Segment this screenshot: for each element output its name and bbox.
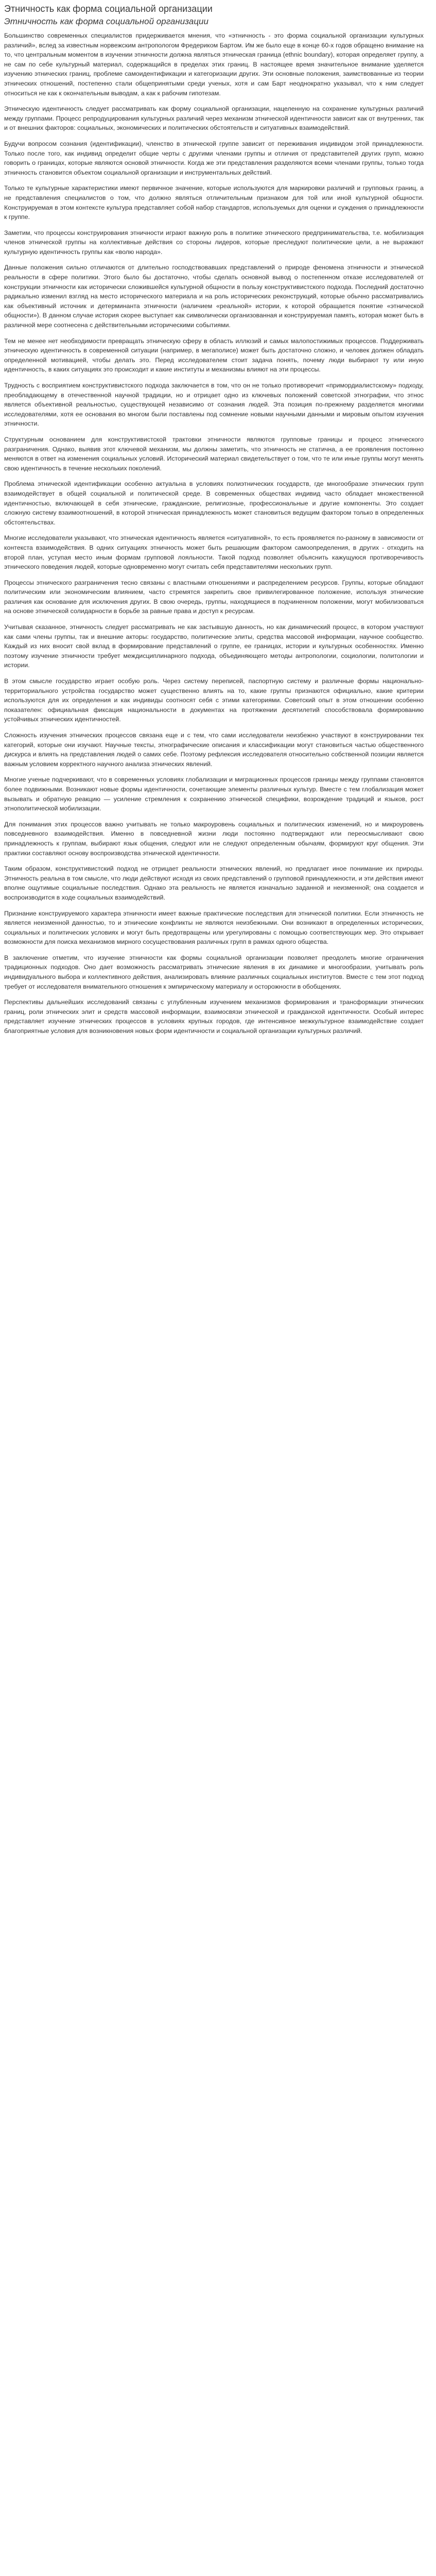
article-paragraph: Будучи вопросом сознания (идентификации), членство в этнической группе зависит от переживания индивидом этой принадлежности. Только после того, как индивид определит общие черты с другими членами группы и отличия от представителей других групп, можно говорить о границах, которые являются основой этничности. Когда же эти представления разделяются всеми членами группы, только тогда этничность становится объектом социальной организации и инструментальных действий. — [4, 140, 424, 176]
page-title: Этничность как форма социальной организации — [4, 4, 213, 14]
article-body — [4, 31, 424, 1036]
article-paragraph: Проблема этнической идентификации особенно актуальна в условиях полиэтнических государств, где многообразие этнических групп взаимодействует в общей социальной и политической среде. В современных обществах индивид часто обладает множественной идентичностью, включающей в себя этнические, гражданские, религиозные, профессиональные и другие компоненты. Это создает сложную систему взаимоотношений, в которой этническая принадлежность может становиться ведущим фактором только в определенных обстоятельствах. — [4, 480, 424, 526]
article-paragraph: Многие ученые подчеркивают, что в современных условиях глобализации и миграционных процессов границы между группами становятся более подвижными. Возникают новые формы идентичности, сочетающие элементы различных культур. Вместе с тем глобализация может вызывать и обратную реакцию — усиление стремления к сохранению этнической специфики, возрождение традиций и языков, рост этнополитической мобилизации. — [4, 776, 424, 812]
article-subtitle: Этничность как форма социальной организации — [4, 16, 208, 26]
article-paragraph: Заметим, что процессы конструирования этничности играют важную роль в политике этнического предпринимательства, т.е. мобилизация членов этнической группы на коллективные действия со стороны лидеров, которые преследуют политические цели, а не выражают культурную идентичность группы как «волю народа». — [4, 229, 424, 256]
article-paragraph: Учитывая сказанное, этничность следует рассматривать не как застывшую данность, но как динамический процесс, в котором участвуют как сами члены группы, так и внешние акторы: государство, политические элиты, средства массовой информации, научное сообщество. Каждый из них вносит свой вклад в формирование представлений о группе, ее границах, истории и культурных особенностях. Именно поэтому изучение этничности требует междисциплинарного подхода, объединяющего методы антропологии, социологии, политологии и истории. — [4, 623, 424, 669]
article-paragraph: Тем не менее нет необходимости превращать этническую сферу в область иллюзий и самых малопостижимых процессов. Поддерживать этническую идентичность в современной ситуации (например, в мегаполисе) может быть достаточно сложно, и человек должен обладать определенной мотивацией, чтобы делать это. Перед исследователем стоит задача понять, почему люди выбирают ту или иную идентичность, в каких ситуациях это происходит и какие институты и механизмы влияют на эти процессы. — [4, 337, 424, 374]
article-paragraph: Для понимания этих процессов важно учитывать не только макроуровень социальных и политических изменений, но и микроуровень повседневного взаимодействия. Именно в повседневной жизни люди постоянно подтверждают или переосмысливают свою принадлежность к группам, выбирают язык общения, следуют или не следуют определенным обычаям, формируют круг общения. Эти практики составляют основу воспроизводства этнической идентичности. — [4, 820, 424, 857]
article-paragraph: В этом смысле государство играет особую роль. Через систему переписей, паспортную систему и различные формы национально-территориального устройства государство может существенно влиять на то, какие группы признаются официально, какие критерии используются для их определения и как индивиды соотносят себя с этими категориями. Советский опыт в этом отношении особенно показателен: официальная фиксация национальности в документах на протяжении десятилетий способствовала формированию устойчивых этнических идентичностей. — [4, 677, 424, 723]
article-paragraph: Трудность с восприятием конструктивистского подхода заключается в том, что он не только противоречит «примордиалистскому» подходу, преобладающему в отечественной научной традиции, но и отрицает одно из ключевых положений советской этнографии, что этнос является объективной реальностью, существующей независимо от сознания людей. Эта позиция по-прежнему разделяется многими исследователями, хотя ее основания во многом были поставлены под сомнение новыми научными данными и мировым опытом изучения этничности. — [4, 382, 424, 428]
article-paragraph: Структурным основанием для конструктивистской трактовки этничности являются групповые границы и процесс этнического разграничения. Однако, выявив этот ключевой механизм, мы должны заметить, что этничность не статична, а ее проявления постоянно меняются в ответ на изменения социальных условий. Исторический материал свидетельствует о том, что те или иные группы могут менять свою идентичность в течение нескольких поколений. — [4, 435, 424, 472]
article-paragraph: Таким образом, конструктивистский подход не отрицает реальности этнических явлений, но предлагает иное понимание их природы. Этничность реальна в том смысле, что люди действуют исходя из своих представлений о групповой принадлежности, и эти действия имеют вполне ощутимые социальные последствия. Однако эта реальность не является изначально заданной и неизменной; она создается и воспроизводится в ходе социальных взаимодействий. — [4, 865, 424, 901]
article-page — [0, 0, 428, 1048]
article-paragraph: Данные положения сильно отличаются от длительно господствовавших представлений о природе феномена этничности и этнической реальности в сфере политики. Этого было бы достаточно, чтобы сделать основной вывод о постепенном отказе исследователей от конструкции этничности как исторически сложившейся культурной общности в пользу конструктивистского подхода. Последний достаточно радикально изменил взгляд на место историческогo материала и на роль исторических реконструкций, которые обычно рассматривались как объективный источник и детерминанта этничности (наличием «реальной» истории, к которой обращается понятие «этнической общности»). В данном случае история скорее выступает как символически организованная и конструируемая память, которая может быть в различной мере соотнесена с действительными историческими событиями. — [4, 264, 424, 329]
article-paragraph: Признание конструируемого характера этничности имеет важные практические последствия для этнической политики. Если этничность не является неизменной данностью, то и этнические конфликты не являются неизбежными. Они возникают в определенных исторических, социальных и политических условиях и могут быть предотвращены или урегулированы с помощью соответствующих мер. Это открывает возможности для поиска механизмов мирного сосуществования различных групп в рамках одного общества. — [4, 909, 424, 946]
article-paragraph: Только те культурные характеристики имеют первичное значение, которые используются для маркировки различий и групповых границ, а не представления специалистов о том, что должно являться отличительным признаком для той или иной культурной общности. Конструируемая в этом контексте культура представляет собой набор стандартов, используемых для оценки и суждения о принадлежности к группе. — [4, 184, 424, 221]
article-paragraph: Этническую идентичность следует рассматривать как форму социальной организации, нацеленную на сохранение культурных различий между группами. Процесс репродуцирования культурных различий через механизм этнической идентичности зависит как от внутренних, так и от внешних факторов: социальных, экономических и политических обстоятельств и ситуативных взаимодействий. — [4, 105, 424, 132]
article-paragraph: В заключение отметим, что изучение этничности как формы социальной организации позволяет преодолеть многие ограничения традиционных подходов. Оно дает возможность рассматривать этнические явления в их динамике и многообразии, учитывать роль индивидуального выбора и коллективного действия, анализировать влияние различных социальных институтов. Вместе с тем этот подход требует от исследователя внимательного отношения к эмпирическому материалу и осторожности в обобщениях. — [4, 954, 424, 990]
article-paragraph: Сложность изучения этнических процессов связана еще и с тем, что сами исследователи неизбежно участвуют в конструировании тех категорий, которые они изучают. Научные тексты, этнографические описания и классификации могут становиться частью общественного дискурса и влиять на представления людей о самих себе. Поэтому рефлексия исследователя относительно собственной позиции является важным условием корректного научного анализа этнических явлений. — [4, 732, 424, 768]
article-paragraph: Многие исследователи указывают, что этническая идентичность является «ситуативной», то есть проявляется по-разному в зависимости от контекста взаимодействия. В одних ситуациях этничность может быть решающим фактором самоопределения, в других - отходить на второй план, уступая место иным формам групповой лояльности. Такой подход позволяет объяснить кажущуюся противоречивость этнического поведения людей, которые одновременно могут считать себя представителями нескольких групп. — [4, 534, 424, 571]
article-paragraph: Большинство современных специалистов придерживается мнения, что «этничность - это форма социальной организации культурных различий», вслед за известным норвежским антропологом Фредериком Бартом. Им же было еще в конце 60-х годов обращено внимание на то, что центральным моментом в изучении этничности должна являться этническая граница (ethnic boundary), которая определяет группу, а не сам по себе культурный материал, содержащийся в пределах этих границ. В настоящее время значительное внимание уделяется изучению этнических границ, проблеме самоидентификации и категоризации других. Эти основные положения, заимствованные из теории этнических отношений, постепенно стали общепринятыми среди ученых, хотя и сам Барт неоднократно указывал, что к ним следует относиться не как к окончательным выводам, а как к рабочим гипотезам. — [4, 32, 424, 97]
article-paragraph: Перспективы дальнейших исследований связаны с углубленным изучением механизмов формирования и трансформации этнических границ, роли этнических элит и средств массовой информации, взаимосвязи этнической и гражданской идентичности. Особый интерес представляет изучение этнических процессов в условиях крупных городов, где интенсивное межкультурное взаимодействие создает благоприятные условия для возникновения новых форм идентичности и социальной организации культурных различий. — [4, 998, 424, 1035]
article-paragraph: Процессы этнического разграничения тесно связаны с властными отношениями и распределением ресурсов. Группы, которые обладают политическим или экономическим влиянием, часто стремятся закрепить свое привилегированное положение, используя этнические различия как основание для исключения других. В свою очередь, группы, находящиеся в подчиненном положении, могут мобилизоваться на основе этнической солидарности в борьбе за равные права и доступ к ресурсам. — [4, 579, 424, 615]
